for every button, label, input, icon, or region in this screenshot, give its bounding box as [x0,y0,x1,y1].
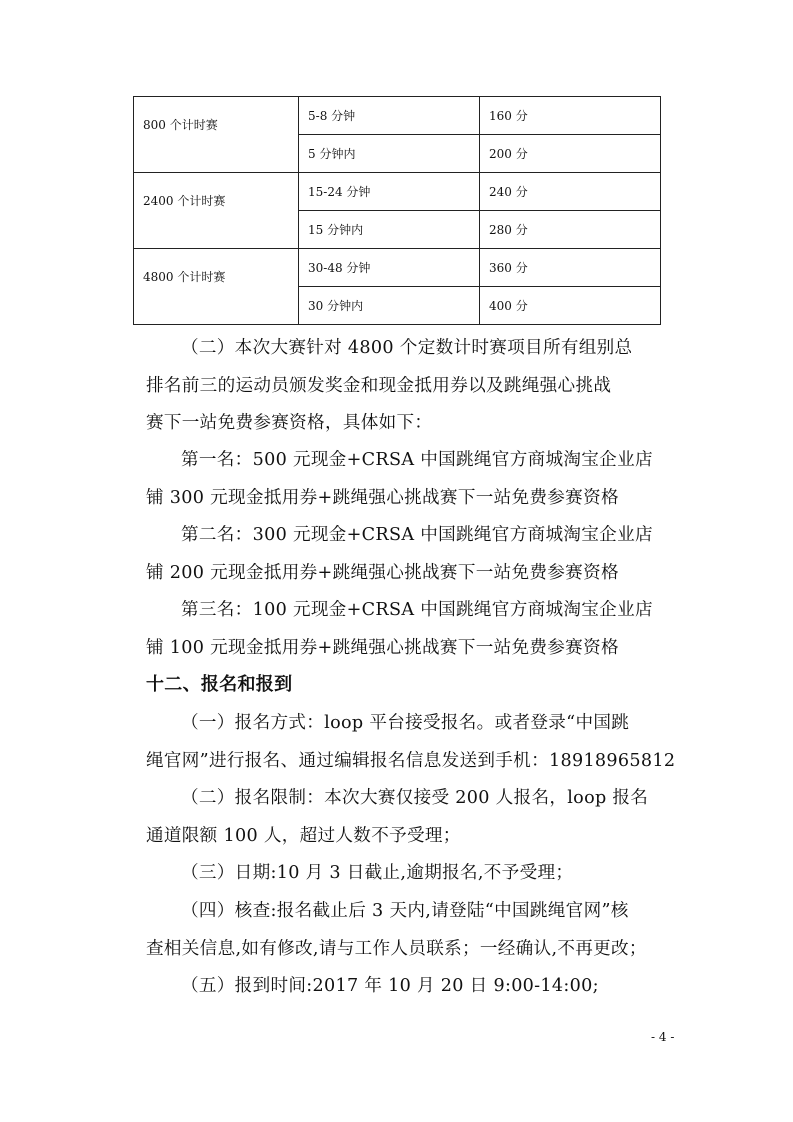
text-line: （一）报名方式：loop 平台接受报名。或者登录“中国跳 [181,713,630,733]
time-cell: 15 分钟内 [299,211,480,249]
registration-check [146,893,686,968]
text-line: 铺 300 元现金抵用券+跳绳强心挑战赛下一站免费参赛资格 [146,487,619,508]
section-heading: 十二、报名和报到 [146,674,293,695]
event-cell: 4800 个计时赛 [134,249,299,325]
text-line: 排名前三的运动员颁发奖金和现金抵用券以及跳绳强心挑战 [146,375,612,396]
time-cell: 15-24 分钟 [299,173,480,211]
score-table [133,96,661,325]
registration-method [146,705,686,780]
award-first [146,442,686,517]
score-cell: 280 分 [480,211,661,249]
text-line: （四）核查:报名截止后 3 天内,请登陆“中国跳绳官网”核 [181,901,629,921]
score-cell: 400 分 [480,287,661,325]
score-cell: 240 分 [480,173,661,211]
text-line: 查相关信息,如有修改,请与工作人员联系；一经确认,不再更改； [146,938,647,959]
text-line: （二）本次大赛针对 4800 个定数计时赛项目所有组别总 [181,338,633,358]
table-row [134,97,661,135]
page-number: - 4 - [651,1030,675,1044]
text-line: （五）报到时间:2017 年 10 月 20 日 9:00-14:00; [181,976,599,996]
award-third [146,592,686,667]
award-second [146,517,686,592]
checkin-time [146,968,686,1006]
score-cell: 360 分 [480,249,661,287]
text-line: 第三名：100 元现金+CRSA 中国跳绳官方商城淘宝企业店 [181,600,653,620]
time-cell: 30-48 分钟 [299,249,480,287]
table-row [134,249,661,287]
text-line: 绳官网”进行报名、通过编辑报名信息发送到手机：18918965812 [146,750,676,771]
table-row [134,173,661,211]
time-cell: 5 分钟内 [299,135,480,173]
time-cell: 5-8 分钟 [299,97,480,135]
text-line: （三）日期:10 月 3 日截止,逾期报名,不予受理； [181,863,574,883]
text-line: 第一名：500 元现金+CRSA 中国跳绳官方商城淘宝企业店 [181,450,653,470]
score-cell: 160 分 [480,97,661,135]
event-cell: 2400 个计时赛 [134,173,299,249]
registration-date [146,855,686,893]
text-line: 通道限额 100 人，超过人数不予受理； [146,825,461,846]
time-cell: 30 分钟内 [299,287,480,325]
awards-intro [146,330,686,443]
text-line: 第二名：300 元现金+CRSA 中国跳绳官方商城淘宝企业店 [181,525,653,545]
text-line: 铺 200 元现金抵用券+跳绳强心挑战赛下一站免费参赛资格 [146,562,619,583]
score-cell: 200 分 [480,135,661,173]
event-cell: 800 个计时赛 [134,97,299,173]
text-line: 铺 100 元现金抵用券+跳绳强心挑战赛下一站免费参赛资格 [146,637,619,658]
text-line: （二）报名限制：本次大赛仅接受 200 人报名，loop 报名 [181,788,649,808]
registration-limit [146,780,686,855]
text-line: 赛下一站免费参赛资格，具体如下： [146,413,433,433]
